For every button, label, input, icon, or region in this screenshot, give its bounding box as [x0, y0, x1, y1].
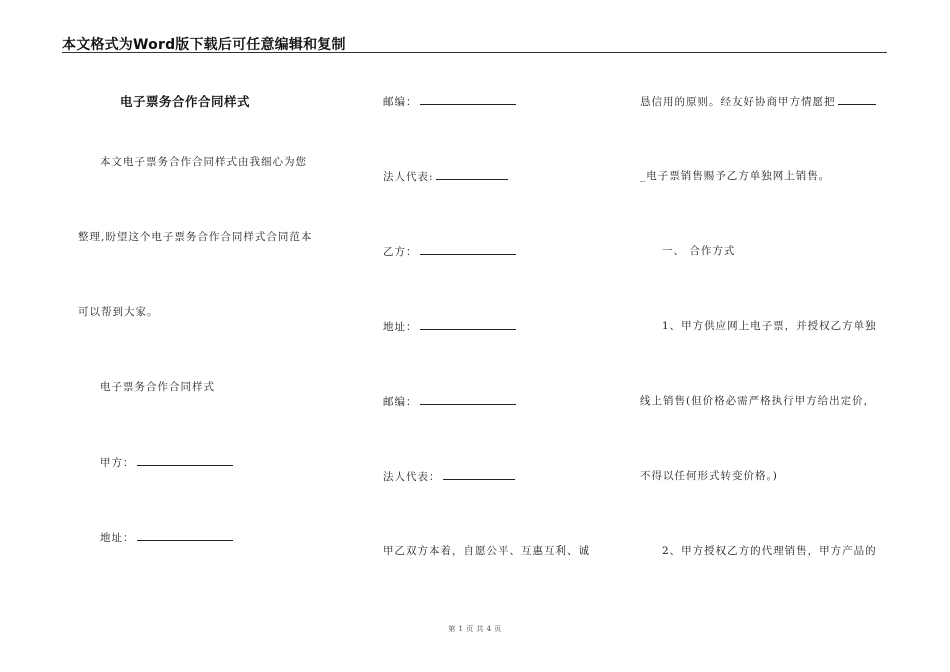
postcode-b-label: 邮编： [383, 396, 418, 408]
header-divider [62, 52, 887, 53]
legal-rep-b-label: 法人代表： [383, 471, 441, 483]
legal-rep-b-field [383, 468, 515, 484]
postcode-b-blank [420, 393, 516, 405]
address-a-field [100, 529, 233, 545]
col3-line-1: 恳信用的原则。经友好协商甲方情愿把 [640, 96, 836, 108]
clause-1-line-3: 不得以任何形式转变价格。) [640, 470, 778, 482]
col3-line-1-blank [838, 93, 876, 105]
postcode-b-field [383, 393, 516, 409]
party-a-label: 甲方： [100, 457, 135, 469]
clause-2-line-1: 2、甲方授权乙方的代理销售，甲方产品的 [662, 545, 877, 557]
address-b-label: 地址： [383, 321, 418, 333]
address-b-blank [420, 318, 516, 330]
party-b-field [383, 243, 516, 259]
intro-line-3: 可以帮到大家。 [78, 306, 159, 318]
party-b-label: 乙方： [383, 246, 418, 258]
address-b-field [383, 318, 516, 334]
document-title: 电子票务合作合同样式 [120, 94, 251, 109]
party-a-blank [137, 454, 233, 466]
intro-line-1: 本文电子票务合作合同样式由我细心为您 [100, 156, 307, 168]
section-cooperation-heading: 一、 合作方式 [662, 245, 736, 257]
intro-line-2: 整理,盼望这个电子票务合作合同样式合同范本 [78, 231, 313, 243]
legal-rep-a-blank [436, 168, 508, 180]
postcode-a-blank [420, 93, 516, 105]
clause-1-line-1: 1、甲方供应网上电子票，并授权乙方单独 [662, 320, 877, 332]
address-a-label: 地址： [100, 532, 135, 544]
page-footer: 第 1 页 共 4 页 [448, 625, 502, 633]
party-b-blank [420, 243, 516, 255]
col3-line-1-field [640, 93, 876, 109]
legal-rep-a-label: 法人代表: [383, 171, 434, 183]
agreement-line: 甲乙双方本着，自愿公平、互惠互利、诚 [383, 545, 590, 557]
legal-rep-a-field [383, 168, 508, 184]
header-title: 本文格式为Word版下载后可任意编辑和复制 [62, 37, 346, 53]
clause-1-line-2: 线上销售(但价格必需严格执行甲方给出定价， [640, 395, 876, 407]
contract-subtitle: 电子票务合作合同样式 [100, 381, 215, 393]
postcode-a-field [383, 93, 516, 109]
postcode-a-label: 邮编： [383, 96, 418, 108]
party-a-field [100, 454, 233, 470]
address-a-blank [137, 529, 233, 541]
legal-rep-b-blank [443, 468, 515, 480]
col3-line-2: _电子票销售赐予乙方单独网上销售。 [640, 170, 831, 182]
